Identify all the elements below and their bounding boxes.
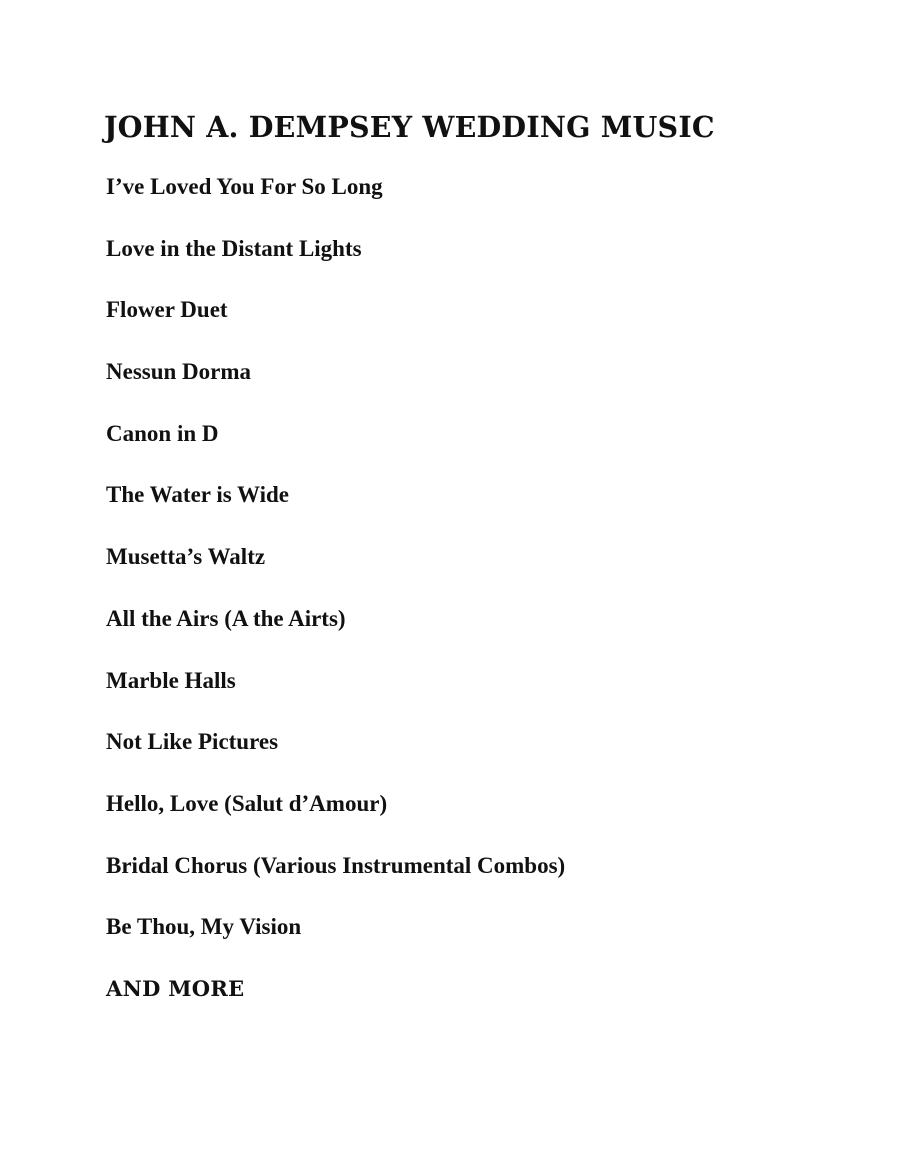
song-list bbox=[106, 175, 866, 939]
song-item: Love in the Distant Lights bbox=[106, 235, 362, 261]
song-item: Musetta’s Waltz bbox=[106, 544, 266, 570]
song-item: Flower Duet bbox=[106, 297, 228, 323]
document-page bbox=[106, 108, 866, 1001]
song-item: Be Thou, My Vision bbox=[106, 914, 302, 940]
song-item: I’ve Loved You For So Long bbox=[106, 174, 383, 199]
song-item: Bridal Chorus (Various Instrumental Combos) bbox=[106, 852, 566, 878]
song-item: Not Like Pictures bbox=[106, 729, 279, 755]
song-item: Marble Halls bbox=[106, 667, 236, 693]
song-item: Hello, Love (Salut d’Amour) bbox=[106, 790, 388, 816]
song-item: The Water is Wide bbox=[106, 482, 289, 508]
song-item: Nessun Dorma bbox=[106, 359, 252, 385]
page-title: JOHN A. DEMPSEY WEDDING MUSIC bbox=[104, 110, 715, 144]
song-item: Canon in D bbox=[106, 420, 219, 446]
song-item: All the Airs (A the Airts) bbox=[106, 605, 346, 631]
closing-note: AND MORE bbox=[106, 975, 245, 1001]
